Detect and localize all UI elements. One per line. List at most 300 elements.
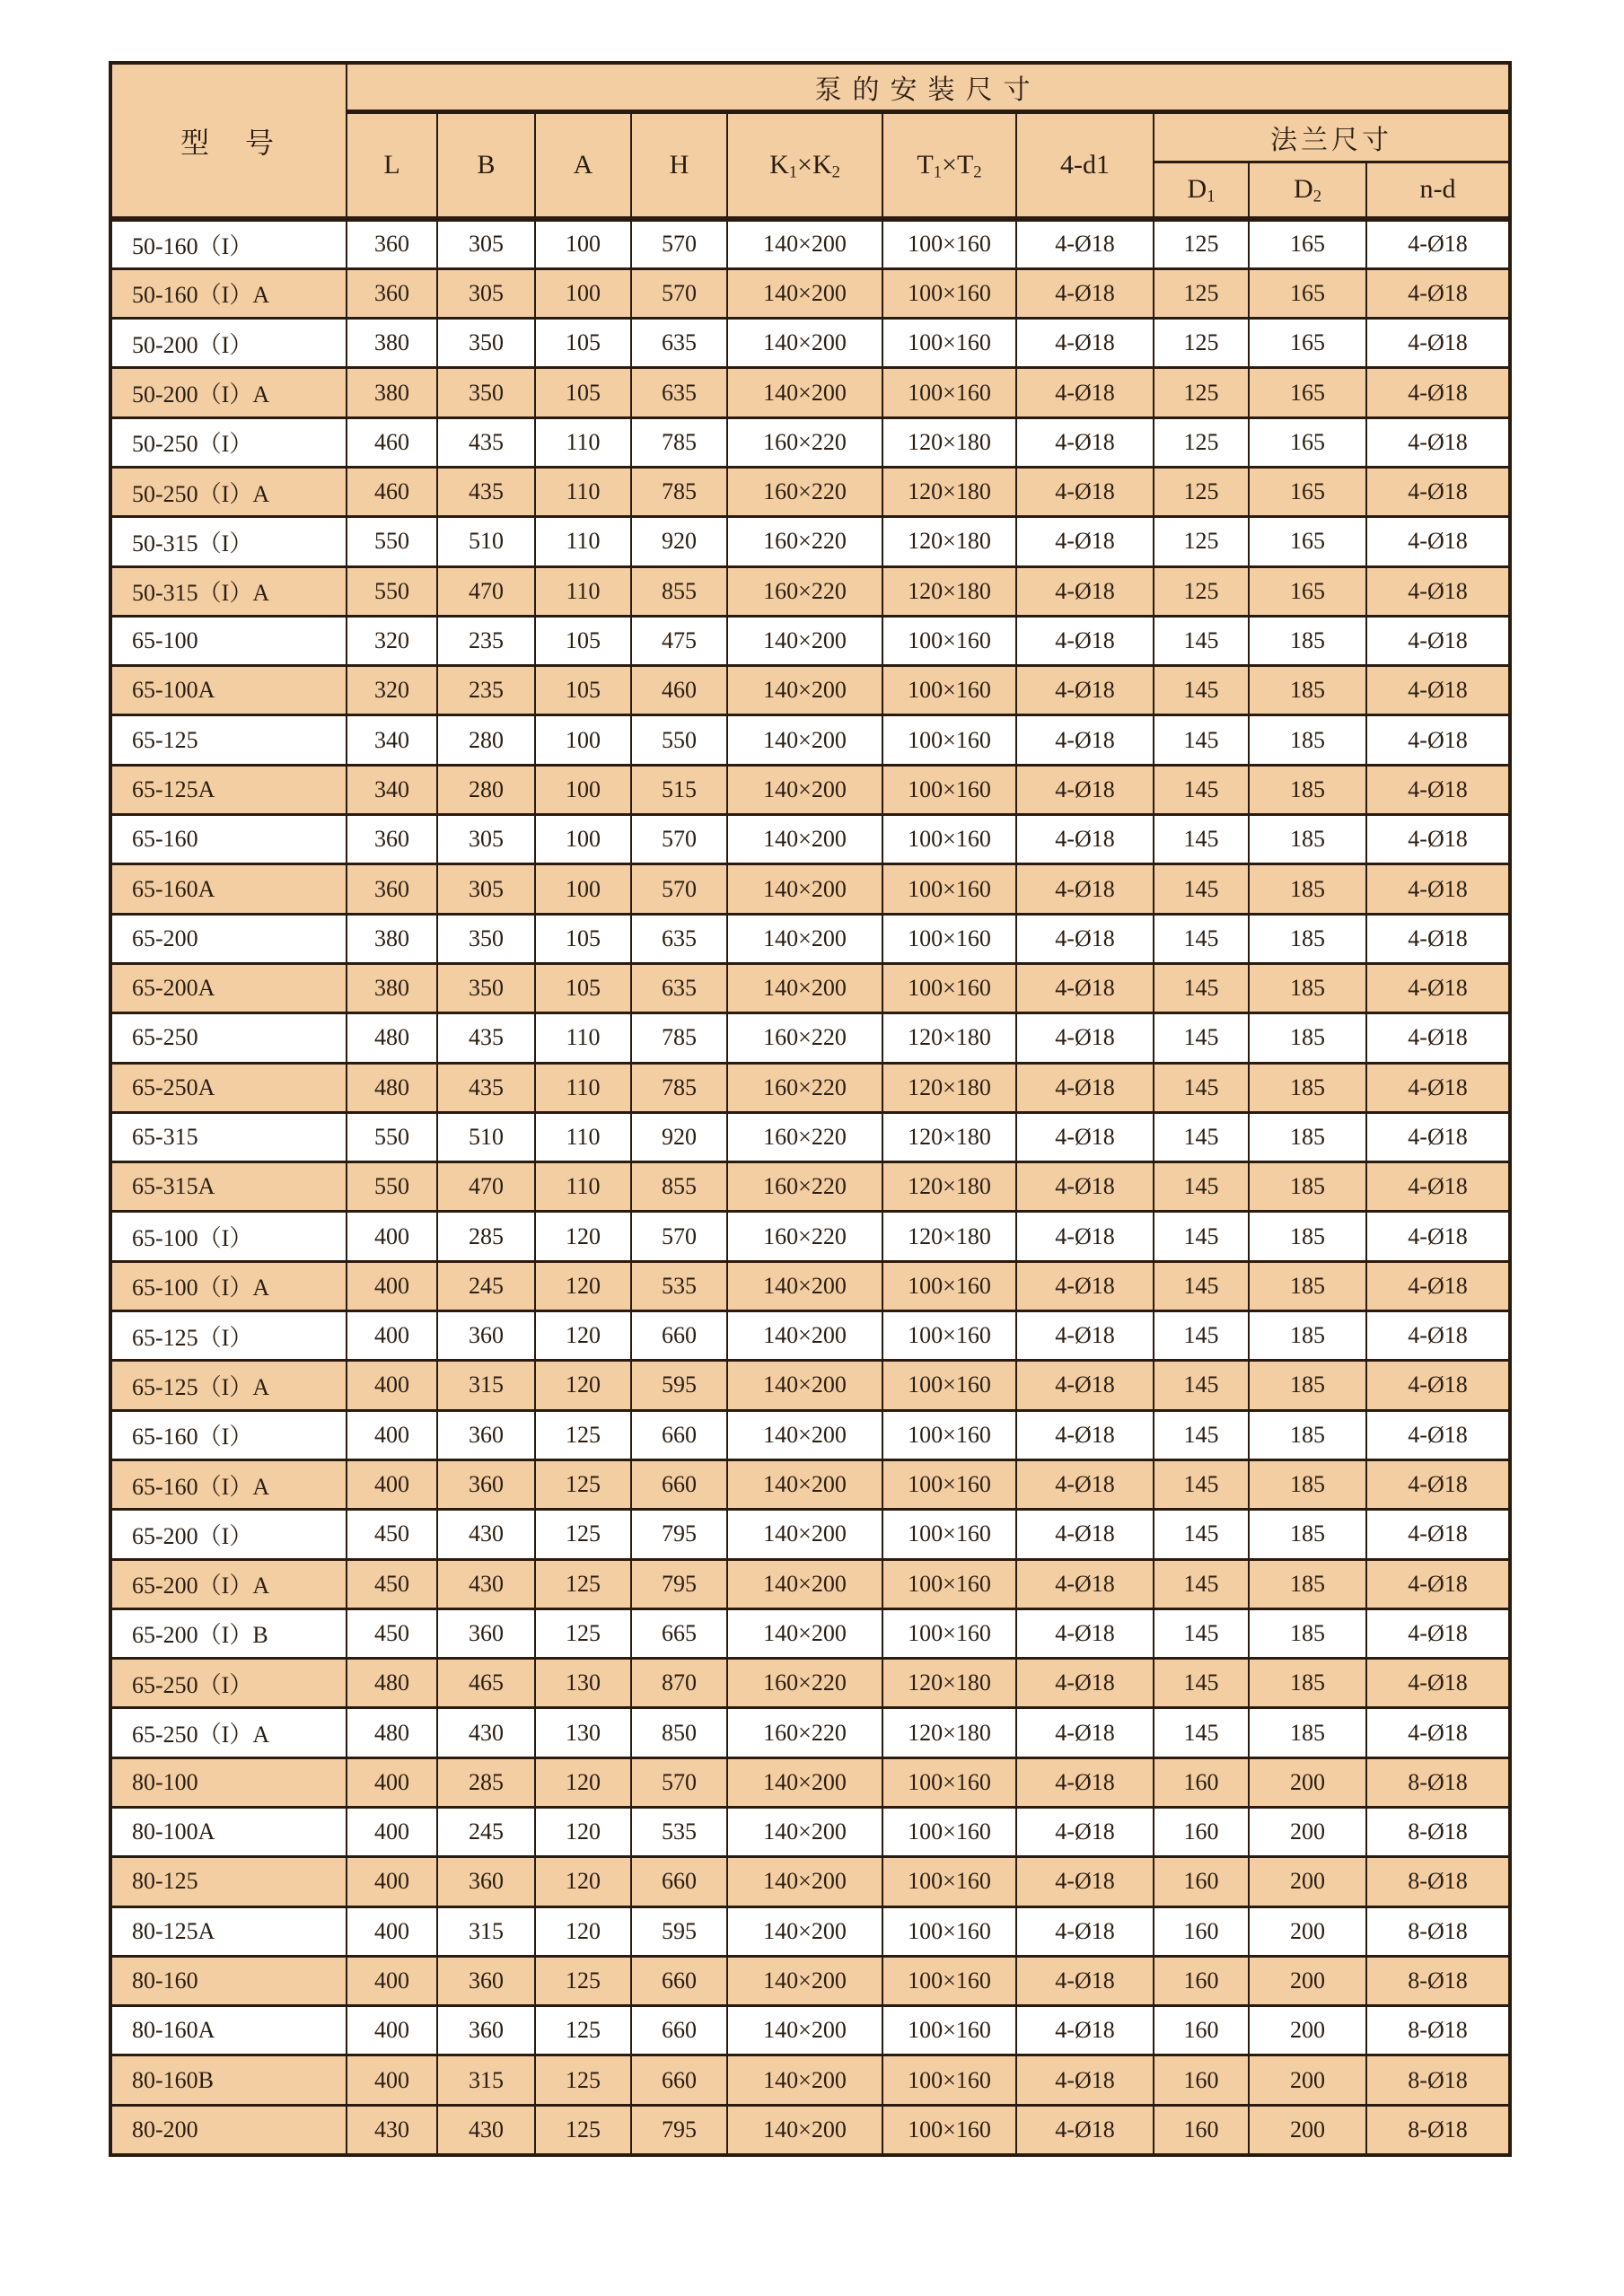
- cell-D1: 145: [1154, 1410, 1249, 1459]
- cell-model: 80-125: [110, 1857, 347, 1906]
- cell-A: 105: [535, 914, 631, 963]
- cell-4-d1: 4-Ø18: [1016, 1857, 1154, 1906]
- cell-L: 340: [347, 715, 437, 765]
- cell-A: 120: [535, 1906, 631, 1956]
- cell-D1: 145: [1154, 715, 1249, 765]
- header-col-4-d1: 4-d1: [1016, 111, 1154, 219]
- cell-4-d1: 4-Ø18: [1016, 1162, 1154, 1212]
- cell-K1xK2: 140×200: [727, 2055, 882, 2105]
- cell-4-d1: 4-Ø18: [1016, 219, 1154, 268]
- cell-model: 80-100A: [110, 1808, 347, 1857]
- cell-A: 120: [535, 1361, 631, 1410]
- cell-D1: 145: [1154, 815, 1249, 864]
- cell-4-d1: 4-Ø18: [1016, 1410, 1154, 1459]
- cell-B: 350: [437, 914, 535, 963]
- cell-K1xK2: 140×200: [727, 1410, 882, 1459]
- cell-n-d: 8-Ø18: [1366, 1757, 1510, 1807]
- cell-L: 400: [347, 1311, 437, 1361]
- cell-D1: 160: [1154, 1808, 1249, 1857]
- cell-D2: 185: [1249, 1063, 1366, 1112]
- cell-H: 635: [631, 963, 727, 1012]
- cell-L: 340: [347, 765, 437, 814]
- cell-B: 350: [437, 319, 535, 368]
- pump-dimensions-table: [109, 61, 1512, 2157]
- cell-T1xT2: 100×160: [882, 914, 1016, 963]
- cell-L: 380: [347, 914, 437, 963]
- cell-K1xK2: 160×220: [727, 467, 882, 516]
- cell-H: 795: [631, 2105, 727, 2154]
- cell-K1xK2: 160×220: [727, 1162, 882, 1212]
- cell-model: 80-200: [110, 2105, 347, 2154]
- cell-D1: 145: [1154, 1459, 1249, 1509]
- cell-D2: 185: [1249, 616, 1366, 665]
- cell-T1xT2: 100×160: [882, 1757, 1016, 1807]
- cell-n-d: 4-Ø18: [1366, 1261, 1510, 1310]
- cell-A: 110: [535, 1162, 631, 1212]
- cell-A: 120: [535, 1857, 631, 1906]
- cell-T1xT2: 100×160: [882, 1608, 1016, 1658]
- cell-4-d1: 4-Ø18: [1016, 1757, 1154, 1807]
- cell-H: 855: [631, 566, 727, 616]
- cell-L: 550: [347, 1162, 437, 1212]
- cell-K1xK2: 140×200: [727, 1956, 882, 2005]
- cell-T1xT2: 100×160: [882, 368, 1016, 417]
- cell-D2: 200: [1249, 1808, 1366, 1857]
- cell-model: 65-200（I）A: [110, 1559, 347, 1608]
- cell-n-d: 4-Ø18: [1366, 566, 1510, 616]
- cell-A: 125: [535, 1510, 631, 1559]
- cell-D2: 185: [1249, 1112, 1366, 1161]
- cell-L: 480: [347, 1659, 437, 1708]
- table-row: [110, 219, 1510, 268]
- cell-4-d1: 4-Ø18: [1016, 1212, 1154, 1261]
- cell-H: 850: [631, 1708, 727, 1757]
- cell-B: 465: [437, 1659, 535, 1708]
- cell-L: 450: [347, 1559, 437, 1608]
- table-row: [110, 517, 1510, 566]
- cell-n-d: 4-Ø18: [1366, 467, 1510, 516]
- cell-L: 460: [347, 467, 437, 516]
- cell-n-d: 4-Ø18: [1366, 1608, 1510, 1658]
- cell-n-d: 4-Ø18: [1366, 1013, 1510, 1063]
- cell-H: 795: [631, 1510, 727, 1559]
- cell-A: 125: [535, 1410, 631, 1459]
- cell-model: 65-125: [110, 715, 347, 765]
- cell-4-d1: 4-Ø18: [1016, 666, 1154, 715]
- cell-A: 120: [535, 1212, 631, 1261]
- cell-K1xK2: 160×220: [727, 566, 882, 616]
- table-row: [110, 319, 1510, 368]
- cell-L: 320: [347, 666, 437, 715]
- cell-B: 435: [437, 417, 535, 467]
- cell-H: 635: [631, 368, 727, 417]
- cell-K1xK2: 140×200: [727, 2105, 882, 2154]
- cell-D2: 185: [1249, 1261, 1366, 1310]
- cell-n-d: 8-Ø18: [1366, 1956, 1510, 2005]
- cell-H: 570: [631, 815, 727, 864]
- cell-L: 360: [347, 864, 437, 914]
- table-row: [110, 1361, 1510, 1410]
- cell-D1: 145: [1154, 1212, 1249, 1261]
- cell-T1xT2: 100×160: [882, 1510, 1016, 1559]
- cell-D2: 200: [1249, 2055, 1366, 2105]
- cell-A: 125: [535, 2055, 631, 2105]
- cell-T1xT2: 100×160: [882, 1261, 1016, 1310]
- cell-T1xT2: 100×160: [882, 1410, 1016, 1459]
- cell-B: 435: [437, 1013, 535, 1063]
- cell-n-d: 8-Ø18: [1366, 1906, 1510, 1956]
- cell-D1: 160: [1154, 2055, 1249, 2105]
- cell-model: 50-160（I）: [110, 219, 347, 268]
- cell-model: 50-160（I）A: [110, 268, 347, 318]
- table-row: [110, 1956, 1510, 2005]
- cell-n-d: 4-Ø18: [1366, 963, 1510, 1012]
- cell-D1: 145: [1154, 1608, 1249, 1658]
- cell-T1xT2: 120×180: [882, 1212, 1016, 1261]
- cell-A: 125: [535, 1459, 631, 1509]
- cell-D2: 185: [1249, 715, 1366, 765]
- cell-H: 665: [631, 1608, 727, 1658]
- cell-D2: 185: [1249, 1459, 1366, 1509]
- cell-model: 50-250（I）A: [110, 467, 347, 516]
- cell-D2: 200: [1249, 1906, 1366, 1956]
- cell-4-d1: 4-Ø18: [1016, 1261, 1154, 1310]
- cell-n-d: 4-Ø18: [1366, 666, 1510, 715]
- table-row: [110, 1212, 1510, 1261]
- cell-A: 110: [535, 566, 631, 616]
- cell-D2: 165: [1249, 566, 1366, 616]
- table-row: [110, 815, 1510, 864]
- cell-B: 305: [437, 268, 535, 318]
- cell-D1: 145: [1154, 1063, 1249, 1112]
- cell-model: 65-100A: [110, 666, 347, 715]
- cell-A: 105: [535, 368, 631, 417]
- table-row: [110, 1510, 1510, 1559]
- cell-B: 280: [437, 765, 535, 814]
- cell-A: 105: [535, 319, 631, 368]
- table-row: [110, 1559, 1510, 1608]
- cell-H: 595: [631, 1906, 727, 1956]
- cell-A: 120: [535, 1261, 631, 1310]
- cell-D2: 200: [1249, 1956, 1366, 2005]
- cell-model: 65-100: [110, 616, 347, 665]
- cell-model: 65-200（I）B: [110, 1608, 347, 1658]
- cell-D1: 145: [1154, 616, 1249, 665]
- cell-B: 430: [437, 2105, 535, 2154]
- cell-B: 305: [437, 815, 535, 864]
- cell-L: 400: [347, 2055, 437, 2105]
- cell-B: 235: [437, 666, 535, 715]
- cell-T1xT2: 100×160: [882, 2006, 1016, 2055]
- cell-D1: 145: [1154, 864, 1249, 914]
- cell-model: 80-125A: [110, 1906, 347, 1956]
- cell-A: 100: [535, 815, 631, 864]
- cell-L: 550: [347, 517, 437, 566]
- table-row: [110, 1857, 1510, 1906]
- cell-D2: 165: [1249, 417, 1366, 467]
- cell-model: 65-160A: [110, 864, 347, 914]
- cell-B: 510: [437, 1112, 535, 1161]
- cell-H: 570: [631, 219, 727, 268]
- cell-A: 130: [535, 1659, 631, 1708]
- cell-B: 350: [437, 368, 535, 417]
- cell-n-d: 4-Ø18: [1366, 765, 1510, 814]
- cell-T1xT2: 100×160: [882, 1808, 1016, 1857]
- cell-H: 920: [631, 1112, 727, 1161]
- cell-4-d1: 4-Ø18: [1016, 1956, 1154, 2005]
- cell-D2: 185: [1249, 963, 1366, 1012]
- cell-n-d: 4-Ø18: [1366, 1112, 1510, 1161]
- t-sub-2: 2: [973, 162, 982, 182]
- t-label-base2: T: [956, 149, 974, 180]
- cell-A: 120: [535, 1757, 631, 1807]
- cell-4-d1: 4-Ø18: [1016, 914, 1154, 963]
- cell-H: 550: [631, 715, 727, 765]
- cell-4-d1: 4-Ø18: [1016, 2105, 1154, 2154]
- cell-model: 65-200（I）: [110, 1510, 347, 1559]
- cell-H: 785: [631, 1063, 727, 1112]
- cell-4-d1: 4-Ø18: [1016, 616, 1154, 665]
- cell-L: 400: [347, 1857, 437, 1906]
- cell-K1xK2: 140×200: [727, 1361, 882, 1410]
- table-row: [110, 1410, 1510, 1459]
- cell-D1: 145: [1154, 914, 1249, 963]
- cell-A: 125: [535, 1956, 631, 2005]
- cell-L: 360: [347, 815, 437, 864]
- cell-H: 660: [631, 1410, 727, 1459]
- cell-H: 660: [631, 1857, 727, 1906]
- cell-K1xK2: 140×200: [727, 715, 882, 765]
- cell-H: 870: [631, 1659, 727, 1708]
- cell-T1xT2: 100×160: [882, 815, 1016, 864]
- table-row: [110, 1311, 1510, 1361]
- cell-D1: 125: [1154, 517, 1249, 566]
- cell-model: 50-315（I）: [110, 517, 347, 566]
- cell-model: 50-250（I）: [110, 417, 347, 467]
- cell-K1xK2: 160×220: [727, 1112, 882, 1161]
- cell-L: 460: [347, 417, 437, 467]
- cell-A: 100: [535, 864, 631, 914]
- cell-L: 360: [347, 219, 437, 268]
- cell-A: 110: [535, 1013, 631, 1063]
- cell-L: 400: [347, 1906, 437, 1956]
- table-row: [110, 1459, 1510, 1509]
- cell-H: 570: [631, 864, 727, 914]
- cell-4-d1: 4-Ø18: [1016, 963, 1154, 1012]
- header-col-T1xT2: [882, 111, 1016, 219]
- cell-A: 110: [535, 517, 631, 566]
- cell-D1: 145: [1154, 666, 1249, 715]
- cell-D2: 165: [1249, 368, 1366, 417]
- cell-H: 535: [631, 1261, 727, 1310]
- cell-L: 380: [347, 368, 437, 417]
- cell-B: 360: [437, 1311, 535, 1361]
- cell-4-d1: 4-Ø18: [1016, 268, 1154, 318]
- cell-H: 795: [631, 1559, 727, 1608]
- cell-n-d: 4-Ø18: [1366, 815, 1510, 864]
- multiply-sign: ×: [942, 149, 957, 180]
- table-row: [110, 1013, 1510, 1063]
- cell-H: 515: [631, 765, 727, 814]
- cell-H: 660: [631, 2006, 727, 2055]
- cell-L: 450: [347, 1608, 437, 1658]
- cell-D1: 145: [1154, 765, 1249, 814]
- cell-D2: 185: [1249, 1559, 1366, 1608]
- cell-model: 65-125（I）: [110, 1311, 347, 1361]
- cell-D2: 185: [1249, 1659, 1366, 1708]
- multiply-sign: ×: [797, 149, 812, 180]
- cell-D1: 145: [1154, 963, 1249, 1012]
- cell-B: 315: [437, 1906, 535, 1956]
- table-row: [110, 2006, 1510, 2055]
- cell-D1: 145: [1154, 1510, 1249, 1559]
- cell-L: 480: [347, 1708, 437, 1757]
- cell-L: 400: [347, 1459, 437, 1509]
- cell-K1xK2: 160×220: [727, 517, 882, 566]
- cell-T1xT2: 100×160: [882, 1311, 1016, 1361]
- cell-n-d: 4-Ø18: [1366, 914, 1510, 963]
- cell-B: 430: [437, 1559, 535, 1608]
- cell-L: 450: [347, 1510, 437, 1559]
- cell-D1: 145: [1154, 1559, 1249, 1608]
- cell-model: 65-160（I）: [110, 1410, 347, 1459]
- cell-D2: 200: [1249, 2006, 1366, 2055]
- cell-T1xT2: 120×180: [882, 417, 1016, 467]
- cell-D2: 185: [1249, 1410, 1366, 1459]
- cell-n-d: 4-Ø18: [1366, 1063, 1510, 1112]
- table-row: [110, 963, 1510, 1012]
- cell-L: 380: [347, 963, 437, 1012]
- cell-4-d1: 4-Ø18: [1016, 1906, 1154, 1956]
- cell-D1: 145: [1154, 1361, 1249, 1410]
- cell-D2: 165: [1249, 219, 1366, 268]
- cell-H: 785: [631, 1013, 727, 1063]
- cell-T1xT2: 100×160: [882, 319, 1016, 368]
- cell-B: 245: [437, 1261, 535, 1310]
- cell-model: 80-160B: [110, 2055, 347, 2105]
- cell-B: 280: [437, 715, 535, 765]
- cell-n-d: 4-Ø18: [1366, 1459, 1510, 1509]
- cell-D2: 185: [1249, 815, 1366, 864]
- cell-4-d1: 4-Ø18: [1016, 1559, 1154, 1608]
- cell-D2: 185: [1249, 1608, 1366, 1658]
- table-row: [110, 1112, 1510, 1161]
- cell-K1xK2: 140×200: [727, 1510, 882, 1559]
- cell-n-d: 4-Ø18: [1366, 1212, 1510, 1261]
- cell-A: 100: [535, 268, 631, 318]
- cell-A: 105: [535, 616, 631, 665]
- cell-D2: 185: [1249, 864, 1366, 914]
- cell-D2: 200: [1249, 2105, 1366, 2154]
- cell-model: 65-200: [110, 914, 347, 963]
- cell-H: 920: [631, 517, 727, 566]
- cell-T1xT2: 100×160: [882, 1906, 1016, 1956]
- cell-H: 595: [631, 1361, 727, 1410]
- cell-T1xT2: 120×180: [882, 467, 1016, 516]
- cell-T1xT2: 120×180: [882, 1063, 1016, 1112]
- cell-model: 80-160: [110, 1956, 347, 2005]
- cell-4-d1: 4-Ø18: [1016, 319, 1154, 368]
- cell-4-d1: 4-Ø18: [1016, 1311, 1154, 1361]
- cell-D1: 125: [1154, 268, 1249, 318]
- cell-B: 305: [437, 864, 535, 914]
- table-row: [110, 1162, 1510, 1212]
- cell-n-d: 4-Ø18: [1366, 616, 1510, 665]
- cell-D1: 160: [1154, 2105, 1249, 2154]
- cell-n-d: 4-Ø18: [1366, 1311, 1510, 1361]
- cell-H: 660: [631, 2055, 727, 2105]
- cell-A: 125: [535, 1608, 631, 1658]
- cell-B: 315: [437, 2055, 535, 2105]
- cell-n-d: 4-Ø18: [1366, 219, 1510, 268]
- cell-D2: 185: [1249, 1708, 1366, 1757]
- cell-K1xK2: 140×200: [727, 1906, 882, 1956]
- cell-D1: 160: [1154, 1956, 1249, 2005]
- cell-H: 635: [631, 914, 727, 963]
- cell-n-d: 4-Ø18: [1366, 1410, 1510, 1459]
- cell-L: 400: [347, 1361, 437, 1410]
- cell-T1xT2: 100×160: [882, 268, 1016, 318]
- cell-D2: 165: [1249, 268, 1366, 318]
- table-row: [110, 1261, 1510, 1310]
- cell-T1xT2: 100×160: [882, 864, 1016, 914]
- table-row: [110, 1608, 1510, 1658]
- cell-n-d: 8-Ø18: [1366, 2105, 1510, 2154]
- table-row: [110, 417, 1510, 467]
- cell-T1xT2: 100×160: [882, 1956, 1016, 2005]
- d2-label-base: D: [1294, 174, 1313, 205]
- cell-L: 400: [347, 1212, 437, 1261]
- cell-D2: 185: [1249, 765, 1366, 814]
- cell-B: 315: [437, 1361, 535, 1410]
- cell-D2: 185: [1249, 1361, 1366, 1410]
- table-row: [110, 666, 1510, 715]
- table-row: [110, 1757, 1510, 1807]
- cell-L: 400: [347, 1808, 437, 1857]
- cell-A: 125: [535, 2006, 631, 2055]
- cell-H: 660: [631, 1956, 727, 2005]
- cell-4-d1: 4-Ø18: [1016, 467, 1154, 516]
- cell-model: 65-315: [110, 1112, 347, 1161]
- cell-model: 50-315（I）A: [110, 566, 347, 616]
- cell-B: 350: [437, 963, 535, 1012]
- cell-4-d1: 4-Ø18: [1016, 715, 1154, 765]
- cell-D2: 185: [1249, 1510, 1366, 1559]
- cell-B: 470: [437, 566, 535, 616]
- cell-L: 380: [347, 319, 437, 368]
- cell-4-d1: 4-Ø18: [1016, 1361, 1154, 1410]
- cell-A: 100: [535, 715, 631, 765]
- cell-D2: 200: [1249, 1757, 1366, 1807]
- cell-4-d1: 4-Ø18: [1016, 765, 1154, 814]
- cell-T1xT2: 100×160: [882, 2105, 1016, 2154]
- cell-model: 65-160（I）A: [110, 1459, 347, 1509]
- cell-B: 510: [437, 517, 535, 566]
- cell-L: 400: [347, 1261, 437, 1310]
- cell-T1xT2: 100×160: [882, 715, 1016, 765]
- cell-D1: 145: [1154, 1013, 1249, 1063]
- d1-label-base: D: [1187, 174, 1207, 205]
- cell-H: 475: [631, 616, 727, 665]
- cell-4-d1: 4-Ø18: [1016, 368, 1154, 417]
- cell-D2: 185: [1249, 1212, 1366, 1261]
- cell-n-d: 4-Ø18: [1366, 417, 1510, 467]
- cell-L: 320: [347, 616, 437, 665]
- cell-4-d1: 4-Ø18: [1016, 566, 1154, 616]
- cell-model: 50-200（I）: [110, 319, 347, 368]
- table-row: [110, 368, 1510, 417]
- cell-K1xK2: 140×200: [727, 1261, 882, 1310]
